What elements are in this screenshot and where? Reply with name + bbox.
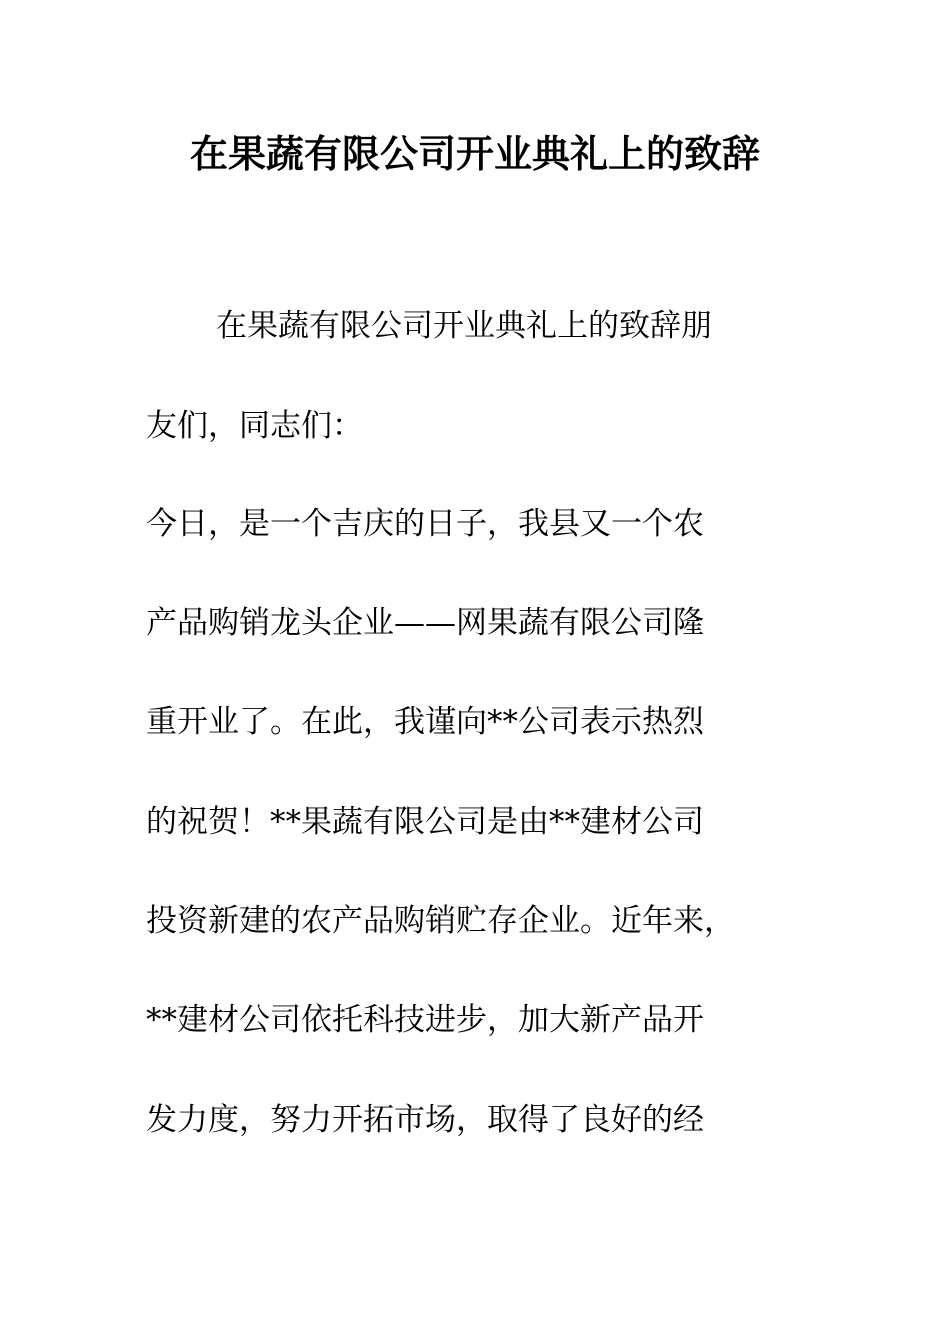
body-line-3: 今日，是一个吉庆的日子，我县又一个农	[146, 506, 704, 542]
body-line-4: 产品购销龙头企业——网果蔬有限公司隆	[146, 605, 704, 641]
body-line-9: 发力度，努力开拓市场，取得了良好的经	[146, 1102, 704, 1138]
body-line-7: 投资新建的农产品购销贮存企业。近年来，	[146, 903, 735, 939]
document-title: 在果蔬有限公司开业典礼上的致辞	[189, 131, 760, 176]
body-line-1: 在果蔬有限公司开业典礼上的致辞朋	[216, 308, 712, 344]
body-line-2: 友们，同志们：	[146, 408, 363, 444]
body-line-5: 重开业了。在此，我谨向**公司表示热烈	[146, 704, 704, 740]
body-line-6: 的祝贺！**果蔬有限公司是由**建材公司	[146, 804, 704, 840]
body-line-8: **建材公司依托科技进步，加大新产品开	[146, 1002, 704, 1038]
